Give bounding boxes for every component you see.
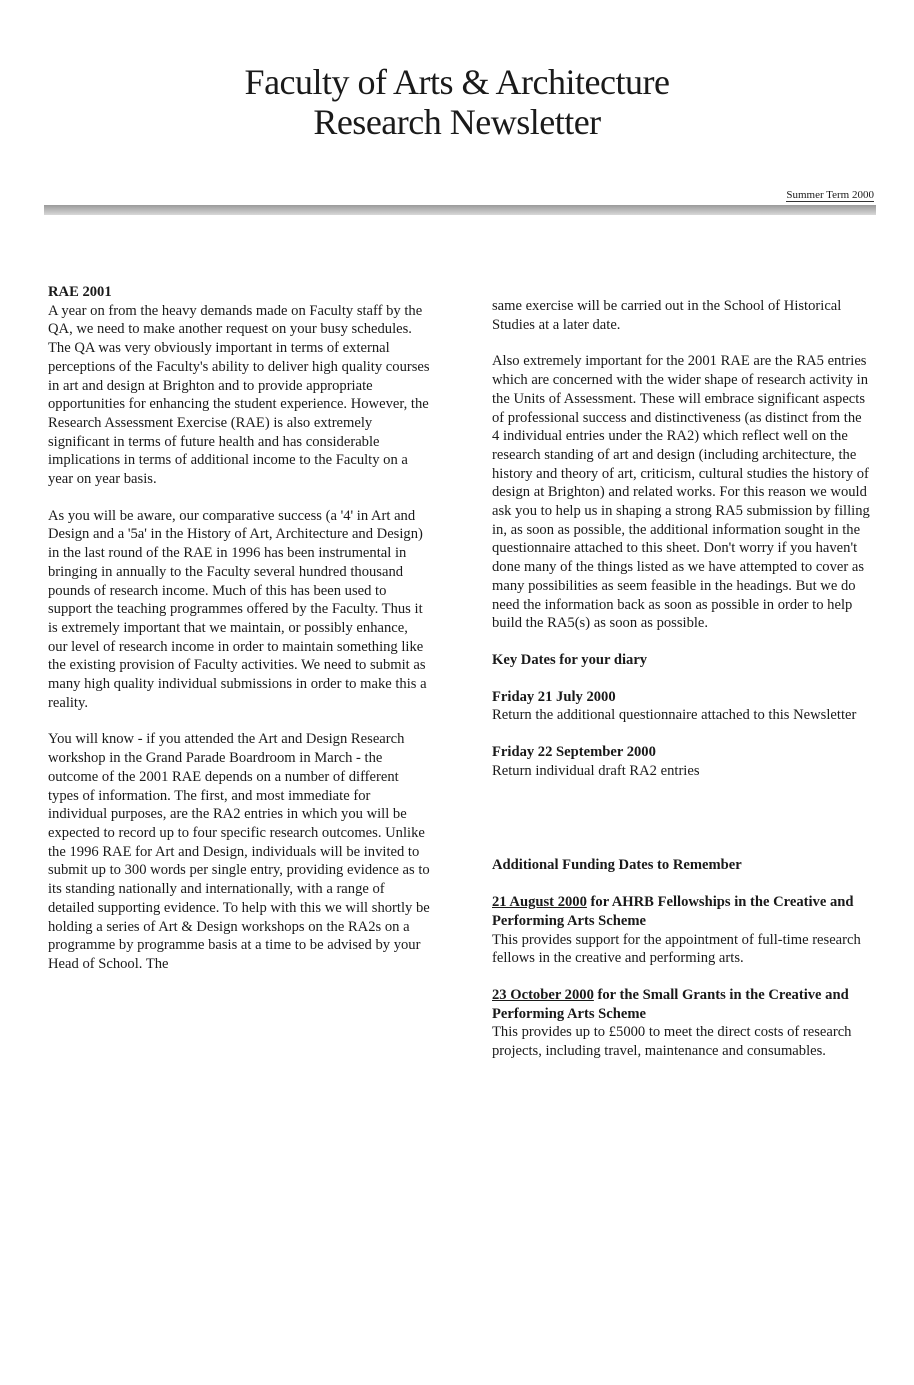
key-dates-heading: Key Dates for your diary (492, 651, 648, 668)
funding-text: This provides support for the appointment of full-time research fellows in the creative and performing arts. (492, 931, 861, 967)
paragraph: A year on from the heavy demands made on Faculty staff by the QA, we need to make another request on your busy schedules. The QA was very obviously important in terms of external perceptions of the Faculty's ability to deliver high quality courses in art and design at Brighton and to provide appropriate opportunities for enhancing the student experience. However, the Research Assessment Exercise (RAE) is also extremely significant in terms of future health and has considerable implications in terms of additional income to the Faculty on a year on year basis. (48, 302, 430, 488)
funding-date: 21 August 2000 (492, 894, 587, 911)
funding-title-text: for AHRB Fellowships in the Creative and Performing Arts Scheme (492, 894, 854, 929)
funding-title (492, 893, 872, 930)
paragraph: same exercise will be carried out in the School of Historical Studies at a later date. (492, 298, 842, 333)
paragraph: As you will be aware, our comparative success (a '4' in Art and Design and a '5a' in the History of Art, Architecture and Design) in the last round of the RAE in 1996 has been instrumental in bringing in annually to the Faculty several hundred thousand pounds of research income. Much of this has been used to support the teaching programmes offered by the Faculty. Thus it is extremely important that we maintain, or possibly enhance, our level of research income in order to maintain something like the existing provision of Faculty activities. We need to submit as many high quality individual submissions in order to make this a reality. (48, 507, 427, 711)
key-date-2 (492, 743, 872, 780)
key-date-title: Friday 21 July 2000 (492, 688, 616, 705)
newsletter-title (0, 62, 914, 142)
key-date-text: Return individual draft RA2 entries (492, 762, 700, 779)
paragraph: Also extremely important for the 2001 RAE are the RA5 entries which are concerned with the wider shape of research activity in the Units of Assessment. These will embrace significant aspects of professional success and distinctiveness (as distinct from the 4 individual entries under the RA2) which reflect well on the research standing of art and design (including architecture, the history and theory of art, criticism, cultural studies the history of design at Brighton) and related works. For this reason we would ask you to help us in shaping a strong RA5 submission by filling in, as soon as possible, the additional information sought in the questionnaire attached to this sheet. Don't worry if you haven't done many of the things listed as we have attempted to cover as many possibilities as seem feasible in the headings. But we do need the information back as soon as possible in order to help build the RA5(s) as soon as possible. (492, 353, 870, 632)
funding-title (492, 986, 872, 1023)
funding-item-2 (492, 986, 872, 1061)
term-label: Summer Term 2000 (786, 189, 874, 201)
title-line-1: Faculty of Arts & Architecture (244, 62, 670, 102)
key-date-title: Friday 22 September 2000 (492, 744, 656, 761)
funding-text: This provides up to £5000 to meet the direct costs of research projects, including travel, maintenance and consumables. (492, 1024, 852, 1060)
funding-heading: Additional Funding Dates to Remember (492, 857, 742, 874)
title-line-2: Research Newsletter (313, 102, 601, 142)
section-heading: RAE 2001 (48, 284, 112, 300)
key-date-text: Return the additional questionnaire attached to this Newsletter (492, 707, 857, 724)
funding-date: 23 October 2000 (492, 986, 594, 1003)
funding-title-text: for the Small Grants in the Creative and Performing Arts Scheme (492, 986, 849, 1022)
left-column (48, 283, 430, 992)
header-rule (44, 205, 876, 215)
key-date-1 (492, 688, 872, 725)
paragraph: You will know - if you attended the Art and Design Research workshop in the Grand Parade Boardroom in March - the outcome of the 2001 RAE depends on a number of different types of information. The first, and most immediate for individual purposes, are the RA2 entries in which you will be expected to record up to four specific research outcomes. Unlike the 1996 RAE for Art and Design, individuals will be invited to submit up to 300 words per single entry, providing evidence as to its standing nationally and internationally, with a range of detailed supporting evidence. To help with this we will shortly be holding a series of Art & Design workshops on the RA2s on a programme by programme basis at a time to be advised by your Head of School. The (48, 731, 430, 972)
right-column (492, 297, 872, 1079)
funding-item-1 (492, 893, 872, 968)
